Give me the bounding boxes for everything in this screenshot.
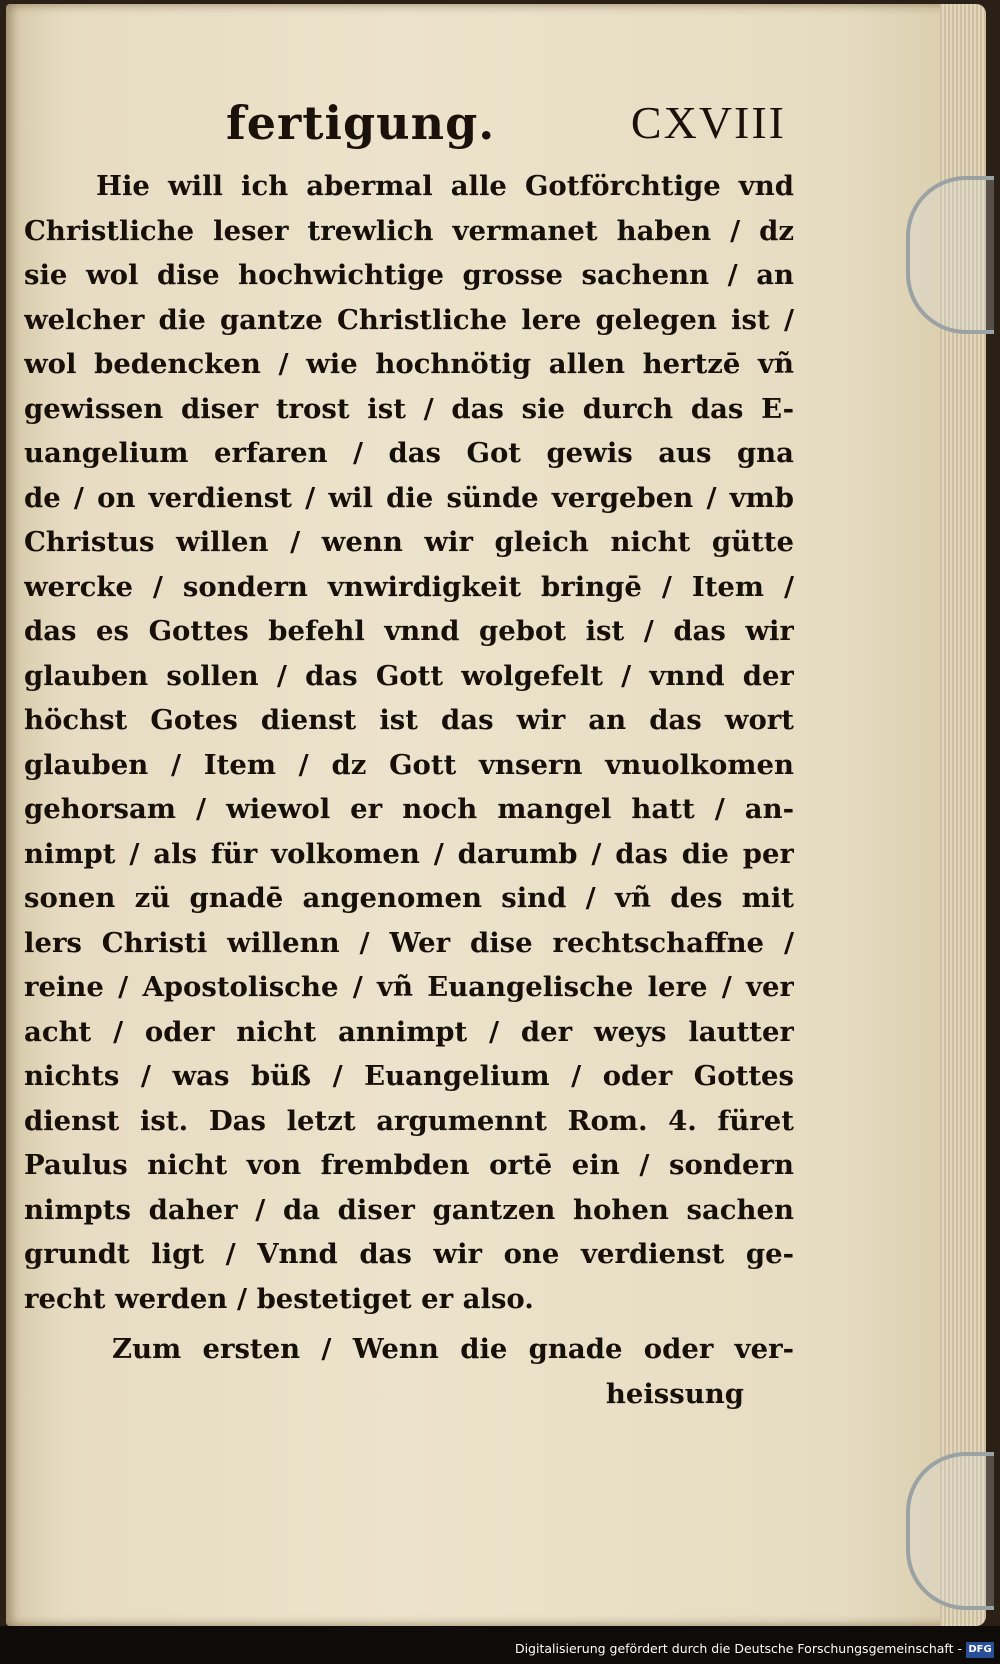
book-clamp-bottom: [906, 1452, 994, 1610]
text-line: das es Gottes befehl vnnd gebot ist / das wir: [24, 615, 794, 647]
text-line: grundt ligt / Vnnd das wir one verdienst ge-: [24, 1238, 794, 1270]
footer-bar: [0, 1626, 1000, 1664]
text-line: Christliche leser trewlich vermanet haben / dz: [24, 214, 794, 247]
text-line: recht werden / bestetiget er also.: [24, 1282, 534, 1315]
text-line: höchst Gotes dienst ist das wir an das wort: [24, 704, 794, 736]
funding-credit: Digitalisierung gefördert durch die Deutsche Forschungsgemeinschaft -: [514, 1641, 962, 1656]
text-line: glauben sollen / das Gott wolgefelt / vnnd der: [24, 659, 794, 692]
folio-number: CXVIII: [630, 97, 786, 148]
text-line: de / on verdienst / wil die sünde vergeben / vmb: [24, 481, 794, 514]
text-line: uangelium erfaren / das Got gewis aus gna: [24, 437, 794, 469]
text-line: wercke / sondern vnwirdigkeit bringē / Item /: [24, 570, 794, 603]
book-clamp-top: [906, 176, 994, 334]
text-line: gewissen diser trost ist / das sie durch das E-: [24, 392, 794, 425]
text-line: welcher die gantze Christliche lere gelegen ist /: [24, 303, 794, 336]
text-line: gehorsam / wiewol er noch mangel hatt / an-: [24, 793, 794, 825]
text-line: glauben / Item / dz Gott vnsern vnuolkomen: [24, 748, 794, 781]
text-line: dienst ist. Das letzt argumennt Rom. 4. füret: [24, 1104, 794, 1137]
body-text: [24, 164, 794, 1416]
book-page: [6, 4, 986, 1626]
text-line: Zum ersten / Wenn die gnade oder ver-: [112, 1333, 794, 1365]
text-line: nichts / was büß / Euangelium / oder Gottes: [24, 1060, 794, 1092]
running-head: fertigung.: [226, 96, 496, 150]
text-line: wol bedencken / wie hochnötig allen hertzē vñ: [24, 348, 794, 380]
text-line: Hie will ich abermal alle Gotförchtige vnd: [96, 170, 794, 202]
page-header: [226, 96, 786, 166]
text-line: reine / Apostolische / vñ Euangelische lere / ver: [24, 971, 794, 1003]
text-line: nimpt / als für volkomen / darumb / das die per: [24, 837, 794, 870]
catchword: heissung: [605, 1377, 744, 1410]
text-line: acht / oder nicht annimpt / der weys lautter: [24, 1015, 794, 1048]
text-line: Christus willen / wenn wir gleich nicht gütte: [24, 526, 794, 558]
text-line: Paulus nicht von frembden ortē ein / sondern: [24, 1149, 794, 1181]
text-line: lers Christi willenn / Wer dise rechtschaffne /: [24, 926, 794, 959]
text-line: sonen zü gnadē angenomen sind / vñ des mit: [24, 882, 794, 914]
dfg-logo-icon: DFG: [966, 1642, 994, 1658]
text-line: nimpts daher / da diser gantzen hohen sachen: [24, 1193, 794, 1226]
text-line: sie wol dise hochwichtige grosse sachenn / an: [24, 259, 794, 291]
